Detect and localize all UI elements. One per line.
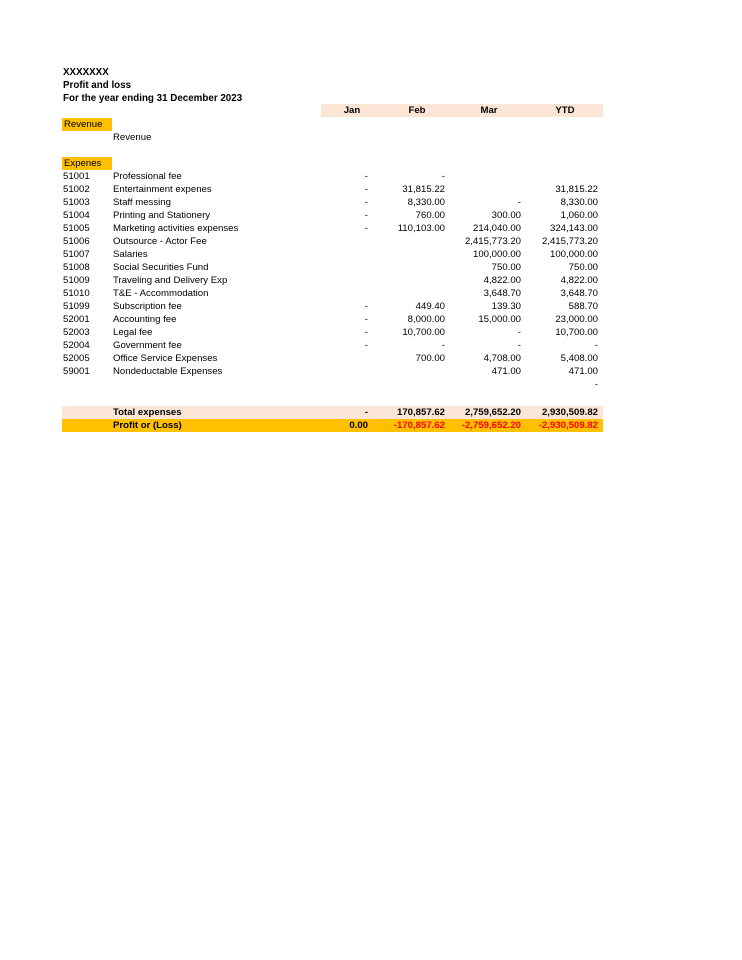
expense-jan-cell [330,352,368,365]
expense-code-cell: 52003 [63,327,90,338]
expense-name-cell: Government fee [113,340,182,351]
expense-name-cell: Outsource - Actor Fee [113,236,207,247]
total-expenses-jan: - [364,407,368,418]
table-row [0,209,742,222]
expense-name-cell: Legal fee [113,327,153,338]
report-period: For the year ending 31 December 2023 [63,93,243,104]
expense-name-cell: Marketing activities expenses [113,223,239,234]
expense-name-cell: Social Securities Fund [113,262,209,273]
expense-code-cell: 51007 [63,249,90,260]
column-header-feb: Feb [408,105,426,116]
expense-ytd-cell: 588.70 [568,301,598,312]
total-expenses-feb: 170,857.62 [396,407,445,418]
expense-jan-cell: - [364,197,368,208]
expense-name-cell: Entertainment expenes [113,184,212,195]
expense-feb-cell: 31,815.22 [402,184,445,195]
expense-jan-cell: - [364,210,368,221]
table-row [0,183,742,196]
profit-loss-mar: -2,759,652.20 [461,420,521,431]
total-expenses-mar: 2,759,652.20 [464,407,521,418]
expense-jan-cell [330,378,368,391]
expense-ytd-cell: 471.00 [568,366,598,377]
expense-name-cell: Office Service Expenses [113,353,218,364]
table-row [0,300,742,313]
expense-ytd-cell: 1,060.00 [560,210,598,221]
expense-jan-cell: - [364,171,368,182]
expense-jan-cell: - [364,184,368,195]
expense-ytd-cell: 324,143.00 [549,223,598,234]
expense-feb-cell [380,378,445,391]
profit-loss-ytd: -2,930,509.82 [538,420,598,431]
expense-name-cell: Salaries [113,249,148,260]
expense-feb-cell: 8,000.00 [407,314,445,325]
expense-feb-cell: - [441,340,445,351]
company-name: XXXXXXX [63,67,109,78]
expense-code-cell: 52004 [63,340,90,351]
expense-mar-cell: 100,000.00 [472,249,521,260]
expense-ytd-cell: 5,408.00 [560,353,598,364]
expense-feb-cell [380,274,445,287]
expense-mar-cell: - [517,197,521,208]
expense-name-cell: Professional fee [113,171,182,182]
table-row [0,287,742,300]
profit-loss-jan: 0.00 [349,420,368,431]
expense-jan-cell: - [364,301,368,312]
expense-jan-cell [330,365,368,378]
expense-feb-cell: 760.00 [415,210,445,221]
column-header-mar: Mar [480,105,498,116]
expense-code-cell: 51001 [63,171,90,182]
expense-ytd-cell: 31,815.22 [555,184,598,195]
total-expenses-row [0,406,742,419]
expense-feb-cell: 8,330.00 [407,197,445,208]
expense-jan-cell [330,274,368,287]
expense-jan-cell: - [364,314,368,325]
expense-feb-cell: - [441,171,445,182]
expense-name-cell: Nondeductable Expenses [113,366,223,377]
total-expenses-ytd: 2,930,509.82 [541,407,598,418]
expense-code-cell: 52005 [63,353,90,364]
expense-ytd-cell: 4,822.00 [560,275,598,286]
table-row [0,261,742,274]
table-row [0,339,742,352]
expense-name-cell: Accounting fee [113,314,177,325]
expense-feb-cell [380,235,445,248]
expense-mar-cell: 214,040.00 [472,223,521,234]
expense-name-cell: Printing and Stationery [113,210,211,221]
expense-feb-cell [380,287,445,300]
expense-jan-cell [330,287,368,300]
expense-mar-cell: 471.00 [491,366,521,377]
expense-name-cell: Staff messing [113,197,171,208]
total-expenses-label: Total expenses [113,407,182,418]
expense-jan-cell: - [364,223,368,234]
expense-name-cell: Subscription fee [113,301,182,312]
expense-feb-cell [380,365,445,378]
table-row [0,378,742,391]
expense-jan-cell: - [364,340,368,351]
expense-mar-cell: - [517,340,521,351]
expense-code-cell: 51004 [63,210,90,221]
table-row [0,352,742,365]
expense-feb-cell: 700.00 [415,353,445,364]
expense-mar-cell: 750.00 [491,262,521,273]
expense-ytd-cell: - [594,340,598,351]
expense-feb-cell: 110,103.00 [397,223,445,234]
expense-mar-cell: 2,415,773.20 [464,236,521,247]
profit-loss-feb: -170,857.62 [393,420,445,431]
expense-mar-cell [452,183,521,196]
expense-mar-cell [452,378,521,391]
expense-ytd-cell: 750.00 [568,262,598,273]
expense-jan-cell [330,248,368,261]
expense-code-cell: 51099 [63,301,90,312]
report-title: Profit and loss [63,80,132,91]
revenue-row [0,131,742,144]
expense-mar-cell: 15,000.00 [478,314,521,325]
expense-jan-cell: - [364,327,368,338]
column-header-ytd: YTD [555,105,575,116]
expense-ytd-cell [530,170,598,183]
expenses-section-label: Expenes [62,157,112,170]
expense-jan-cell [330,261,368,274]
expense-name-cell: Traveling and Delivery Exp [113,275,228,286]
expense-code-cell: 51006 [63,236,90,247]
expense-mar-cell: 300.00 [491,210,521,221]
expense-ytd-cell: - [594,379,598,390]
expense-name-cell: T&E - Accommodation [113,288,209,299]
expense-mar-cell: 4,822.00 [483,275,521,286]
expense-ytd-cell: 8,330.00 [560,197,598,208]
profit-loss-label: Profit or (Loss) [113,420,182,431]
expense-mar-cell: - [517,327,521,338]
expense-mar-cell: 139.30 [491,301,521,312]
expense-jan-cell [330,235,368,248]
expense-mar-cell: 4,708.00 [483,353,521,364]
expense-code-cell: 51008 [63,262,90,273]
table-row [0,222,742,235]
expense-code-cell: 51010 [63,288,90,299]
profit-loss-row [0,419,742,432]
expense-ytd-cell: 10,700.00 [555,327,598,338]
table-row [0,248,742,261]
expense-code-cell: 52001 [63,314,90,325]
expense-mar-cell [452,170,521,183]
expense-code-cell: 51009 [63,275,90,286]
expense-feb-cell: 449.40 [415,301,445,312]
table-row [0,365,742,378]
table-row [0,170,742,183]
column-header-jan: Jan [343,105,361,116]
expense-mar-cell: 3,648.70 [483,288,521,299]
expense-feb-cell: 10,700.00 [402,327,445,338]
expense-feb-cell [380,248,445,261]
expense-feb-cell [380,261,445,274]
table-row [0,235,742,248]
expense-ytd-cell: 100,000.00 [549,249,598,260]
table-row [0,326,742,339]
table-row [0,196,742,209]
expense-ytd-cell: 3,648.70 [560,288,598,299]
expense-code-cell: 51003 [63,197,90,208]
expense-code-cell: 51005 [63,223,90,234]
revenue-line-label: Revenue [113,132,152,143]
table-row [0,274,742,287]
table-row [0,313,742,326]
expense-ytd-cell: 23,000.00 [555,314,598,325]
expense-ytd-cell: 2,415,773.20 [541,236,598,247]
expense-code-cell: 59001 [63,366,90,377]
expense-code-cell: 51002 [63,184,90,195]
revenue-section-label: Revenue [62,118,112,131]
